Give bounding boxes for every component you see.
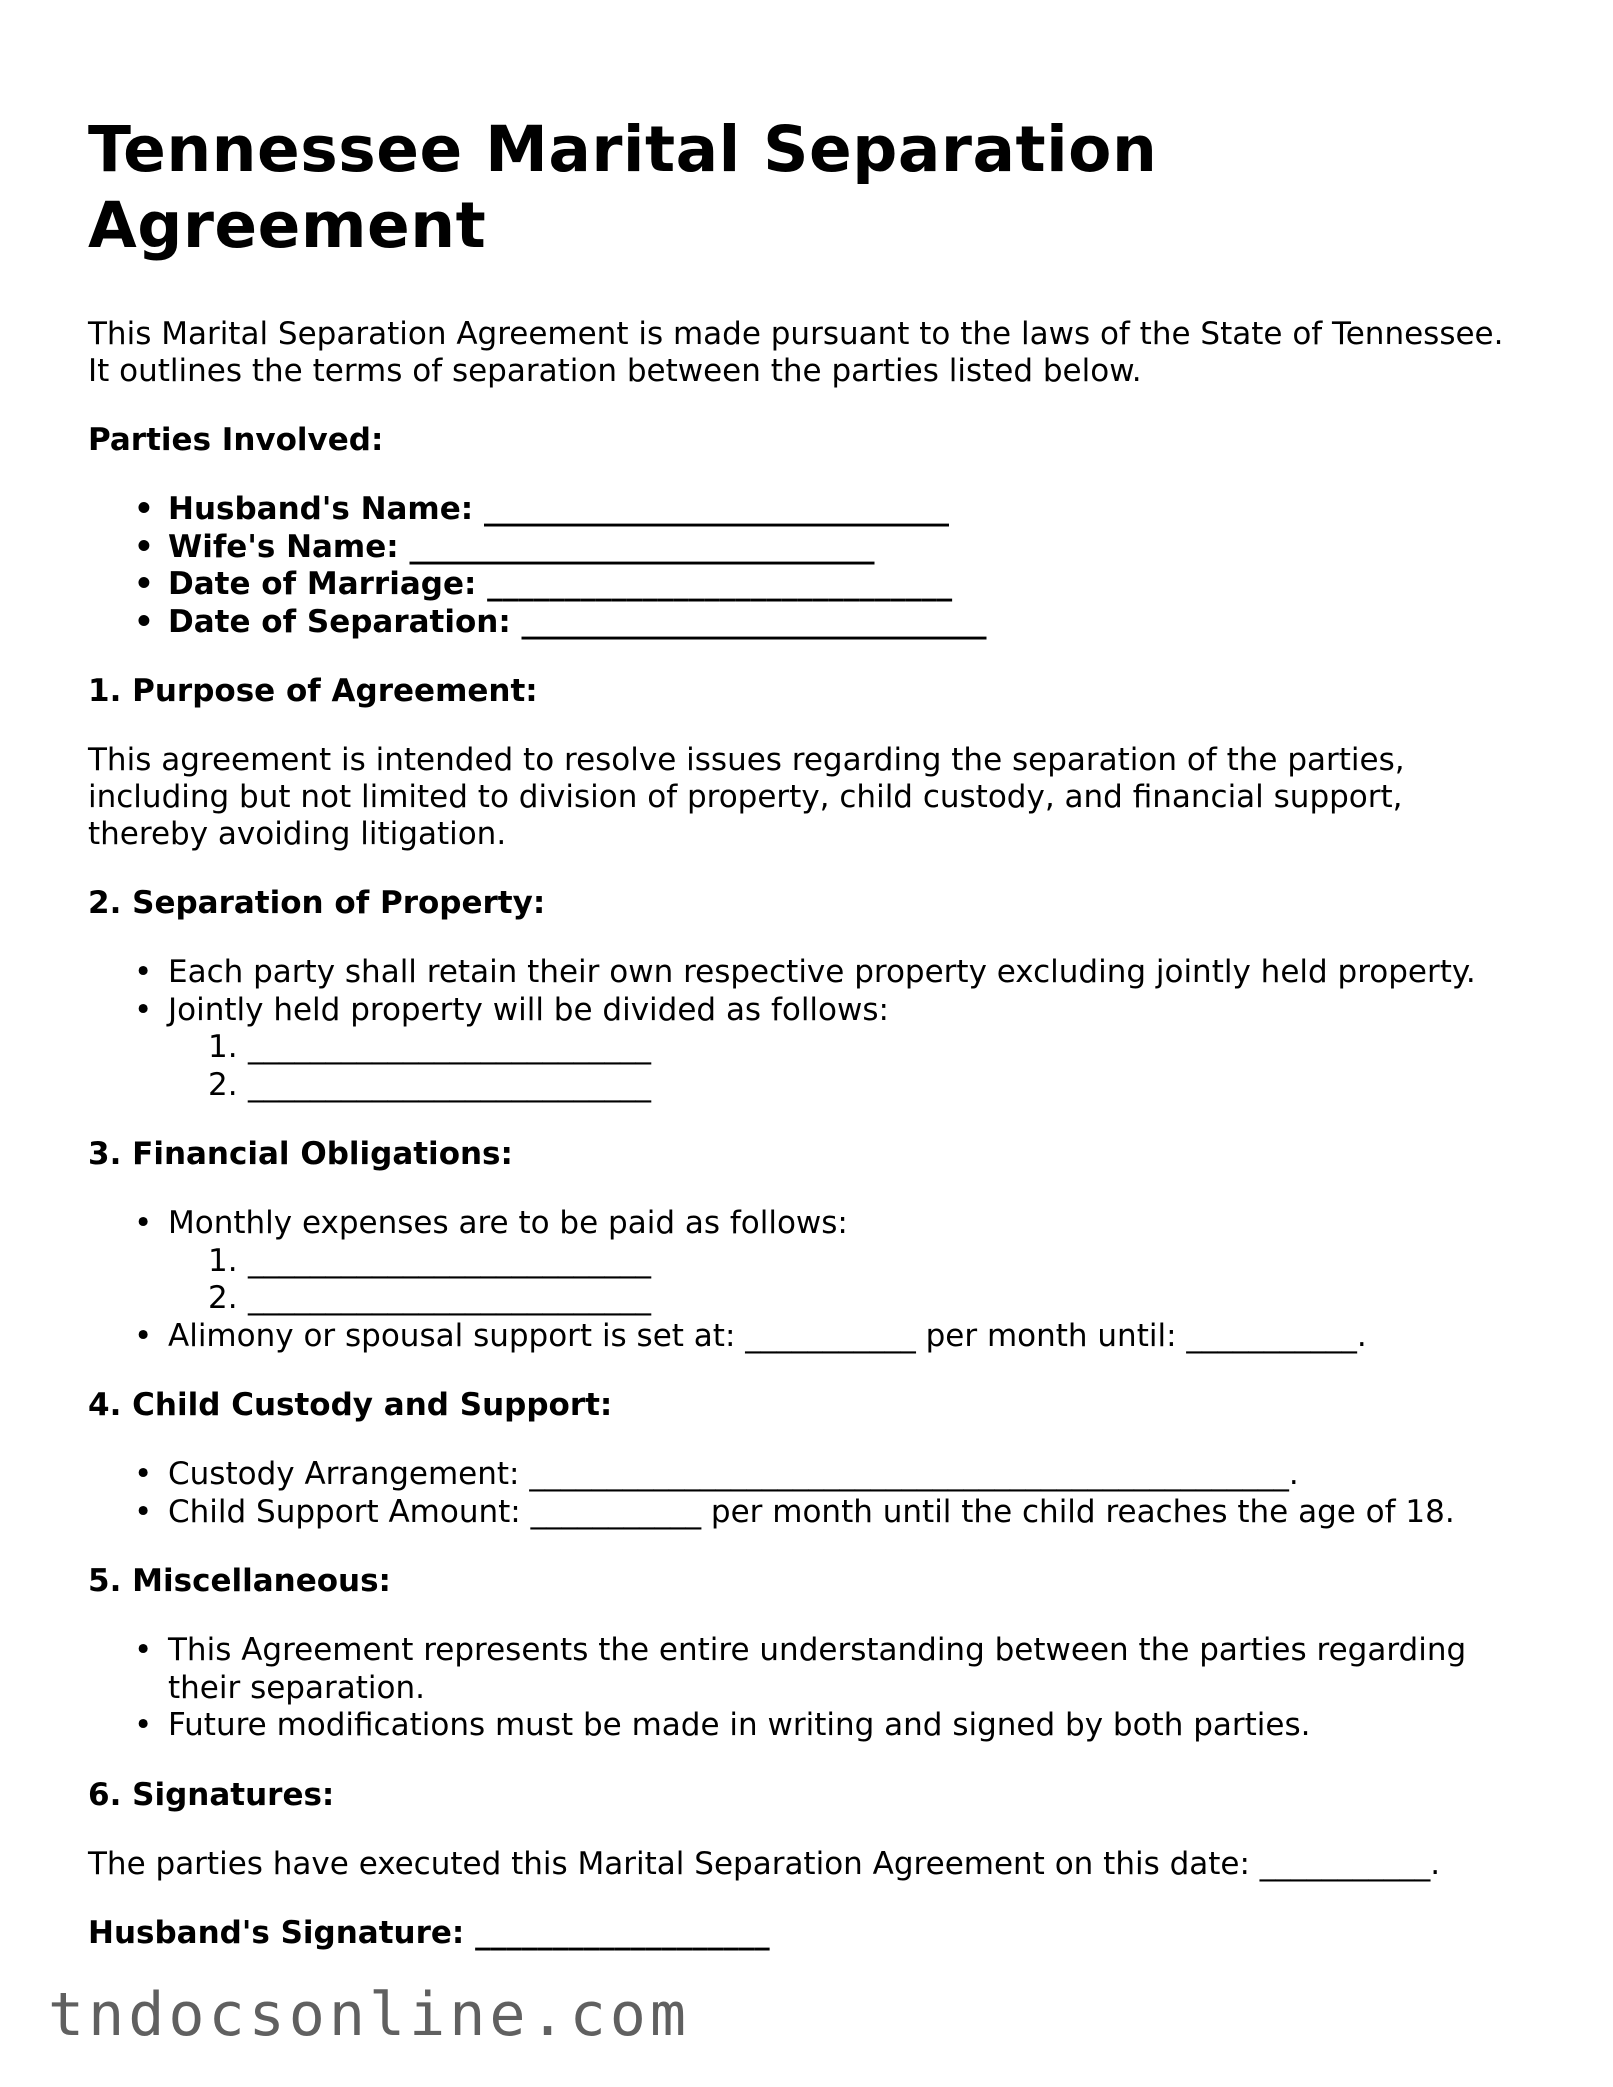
property-heading: 2. Separation of Property:	[88, 885, 546, 921]
watermark: tndocsonline.com	[48, 1980, 690, 2050]
husband-name-field[interactable]: • Husband's Name: ______________________________	[134, 491, 949, 527]
custody-list	[88, 1456, 1528, 1531]
list-item: • Each party shall retain their own respective property excluding jointly held property.	[134, 954, 1476, 990]
misc-list	[88, 1632, 1528, 1745]
wife-name-field[interactable]: • Wife's Name: ______________________________	[134, 528, 875, 565]
property-division-list	[168, 1029, 1528, 1104]
custody-arrangement-field[interactable]: • Custody Arrangement: _________________________________________________.	[134, 1456, 1299, 1492]
parties-heading: Parties Involved:	[88, 422, 384, 458]
monthly-expenses-list	[168, 1243, 1528, 1318]
list-item: • Jointly held property will be divided as follows: 1. __________________________ 2. __________________________	[88, 992, 1528, 1105]
document-page	[88, 112, 1528, 1984]
purpose-paragraph: This agreement is intended to resolve issues regarding the separation of the parties, including but not limited to division of property, child custody, and financial support, thereby avoiding litigation.	[88, 742, 1405, 852]
custody-heading: 4. Child Custody and Support:	[88, 1387, 613, 1423]
execution-date-field[interactable]: The parties have executed this Marital Separation Agreement on this date: ___________.	[88, 1845, 1441, 1882]
misc-heading: 5. Miscellaneous:	[88, 1563, 391, 1599]
child-support-field[interactable]: • Child Support Amount: ___________ per month until the child reaches the age of 18.	[134, 1493, 1455, 1530]
parties-list	[88, 491, 1528, 641]
financial-heading: 3. Financial Obligations:	[88, 1136, 513, 1172]
monthly-expense-field-1[interactable]: 1. __________________________	[208, 1242, 651, 1279]
signatures-heading: 6. Signatures:	[88, 1776, 335, 1813]
list-item: • Future modifications must be made in writing and signed by both parties.	[134, 1707, 1311, 1743]
date-of-marriage-field[interactable]: • Date of Marriage: ______________________________	[134, 566, 953, 602]
purpose-heading: 1. Purpose of Agreement:	[88, 673, 538, 709]
document-title: Tennessee Marital Separation Agreement	[88, 113, 1158, 262]
intro-paragraph: This Marital Separation Agreement is made pursuant to the laws of the State of Tennessee. It outlines the terms of separation between the parties listed below.	[88, 316, 1504, 389]
list-item: • This Agreement represents the entire understanding between the parties regarding their separation.	[134, 1632, 1467, 1706]
monthly-expense-field-2[interactable]: 2. __________________________	[208, 1280, 651, 1316]
husband-signature-field[interactable]: Husband's Signature: ___________________	[88, 1914, 770, 1951]
property-list	[88, 954, 1528, 1104]
alimony-field[interactable]: • Alimony or spousal support is set at: ___________ per month until: ___________.	[134, 1317, 1367, 1354]
property-division-field-1[interactable]: 1. __________________________	[208, 1029, 651, 1065]
property-division-field-2[interactable]: 2. __________________________	[208, 1066, 651, 1103]
financial-list	[88, 1205, 1528, 1355]
date-of-separation-field[interactable]: • Date of Separation: ______________________________	[134, 603, 987, 640]
list-item: • Monthly expenses are to be paid as follows: 1. __________________________ 2. __________________________	[88, 1205, 1528, 1318]
